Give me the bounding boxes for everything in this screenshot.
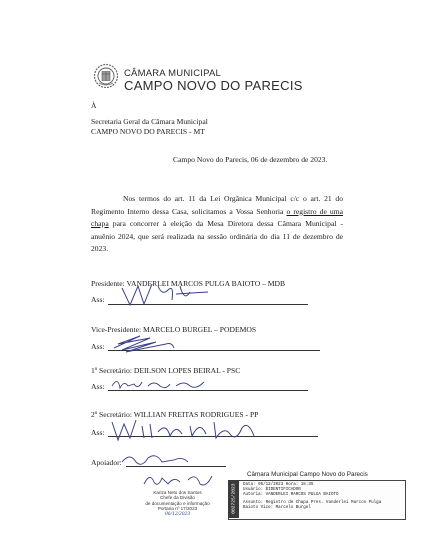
protocol-code: 002725/2023: [231, 483, 237, 514]
first-secretary-signature: [110, 374, 210, 394]
body-text-part2: para concorrer à eleição da Mesa Diretora dessa Câmara Municipal - anuênio 2024, que será realizada na sessão ordinária do dia 11 de dezembro de 2023.: [91, 219, 343, 253]
recipient-line1: Secretaria Geral da Câmara Municipal: [91, 117, 208, 126]
second-secretary-ass-label: Ass:: [91, 428, 105, 437]
stamp-name: Kariza Neto dos Santos: [153, 490, 202, 495]
protocol-user: Usuário: $IDENTIFICADOR: [243, 488, 301, 493]
first-secretary-ass-label: Ass:: [91, 382, 105, 391]
stamp-role: Chefe da Divisão: [160, 495, 195, 501]
protocol-heading: Câmara Municipal Campo Novo do Parecis: [247, 471, 368, 478]
date-line: Campo Novo do Parecis, 06 de dezembro de 2023.: [173, 155, 328, 164]
protocol-subject: Assunto: Registro de Chapa Pres. Vanderlei Marcos Pulga: [243, 500, 382, 505]
president-ass-label: Ass:: [91, 295, 105, 304]
request-paragraph: [91, 193, 343, 256]
apoiador-signature: [118, 448, 198, 470]
org-name-line2: CAMPO NOVO DO PARECIS: [124, 78, 303, 93]
vice-president-label: Vice-Presidente: MARCELO BURGEL – PODEMOS: [91, 325, 257, 334]
chamber-emblem-icon: [93, 63, 119, 89]
stamp-department: de documentação e informação: [145, 500, 210, 506]
official-stamp-signature: [140, 470, 215, 490]
protocol-date-time: Data: 06/12/2023 Hora: 15:35: [243, 483, 314, 487]
body-text-part1: Nos termos do art. 11 da Lei Orgânica Municipal c/c o art. 21 do Regimento Interno dessa Casa, solicitamos a Vossa Senhoria: [91, 194, 343, 216]
first-secretary-label: 1º Secretário: DEILSON LOPES BEIRAL - PSC: [91, 366, 241, 375]
president-signature: [118, 280, 213, 308]
vice-president-signature: [110, 330, 180, 356]
president-label: Presidente: VANDERLEI MARCOS PULGA BAIOTO – MDB: [91, 279, 286, 288]
second-secretary-label: 2º Secretário: WILLIAN FREITAS RODRIGUES - PP: [91, 410, 259, 419]
recipient-to: À: [91, 101, 97, 110]
body-underlined-text: o registro de uma chapa: [91, 206, 343, 228]
stamp-date: 06/12/2023: [164, 510, 191, 517]
recipient-line2: CAMPO NOVO DO PARECIS - MT: [91, 127, 205, 136]
protocol-author: Autoria: VANDERLEI MARCOS PULGA BAIOTO: [243, 493, 339, 498]
apoiador-label: Apoiador:: [91, 458, 122, 467]
vice-president-ass-label: Ass:: [91, 342, 105, 351]
stamp-ordinance: Portaria nº 17/2023: [157, 506, 198, 512]
protocol-subject-cont: Baioto Vice: Marcelo Burgel: [243, 505, 311, 510]
protocol-code-wrapper: [228, 480, 239, 518]
official-stamp: [140, 490, 215, 517]
protocol-details: [243, 483, 381, 511]
second-secretary-signature: [108, 412, 268, 444]
org-name-line1: CÂMARA MUNICIPAL: [124, 68, 221, 79]
